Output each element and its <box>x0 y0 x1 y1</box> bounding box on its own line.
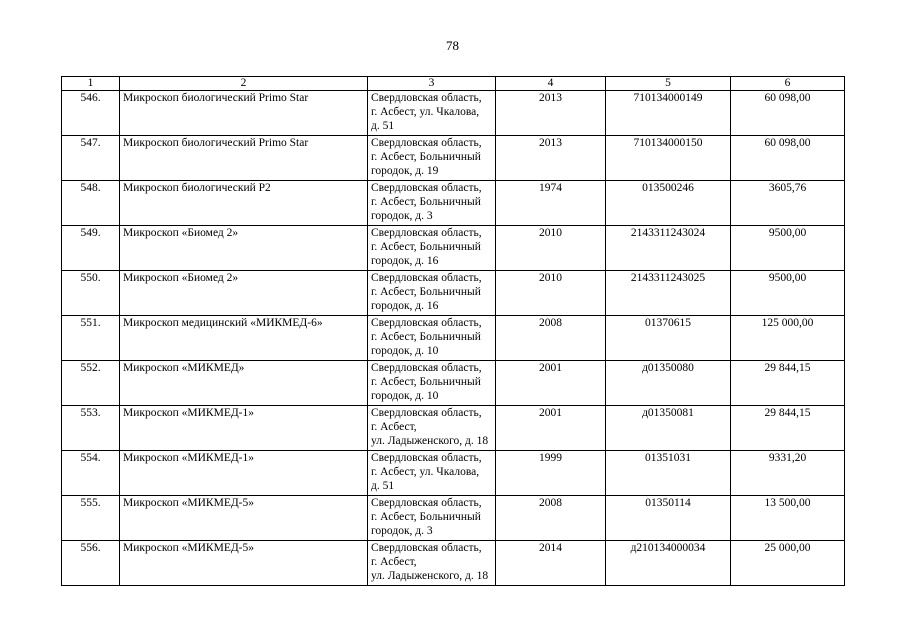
item-cost: 3605,76 <box>731 181 845 226</box>
table-row <box>62 271 845 316</box>
inventory-number: 01350114 <box>606 496 731 541</box>
item-address <box>368 361 496 406</box>
address-line: г. Асбест, <box>371 556 417 568</box>
address-line: Свердловская область, <box>371 362 482 374</box>
inventory-number: д01350081 <box>606 406 731 451</box>
table-row <box>62 541 845 586</box>
item-name: Микроскоп «МИКМЕД» <box>120 361 368 406</box>
row-number: 556. <box>62 541 120 586</box>
item-name: Микроскоп биологический Р2 <box>120 181 368 226</box>
row-number: 546. <box>62 91 120 136</box>
inventory-number: д210134000034 <box>606 541 731 586</box>
item-address <box>368 406 496 451</box>
table-row <box>62 226 845 271</box>
inventory-number: д01350080 <box>606 361 731 406</box>
row-number: 547. <box>62 136 120 181</box>
address-line: г. Асбест, <box>371 421 417 433</box>
property-registry-table <box>61 76 845 586</box>
item-year: 2001 <box>496 406 606 451</box>
inventory-number: 2143311243024 <box>606 226 731 271</box>
address-line: Свердловская область, <box>371 137 482 149</box>
address-line: Свердловская область, <box>371 182 482 194</box>
item-cost: 60 098,00 <box>731 91 845 136</box>
address-line: г. Асбест, Больничный <box>371 241 481 253</box>
page-number: 78 <box>446 38 459 53</box>
table-row <box>62 91 845 136</box>
address-line: г. Асбест, Больничный <box>371 376 481 388</box>
item-cost: 29 844,15 <box>731 406 845 451</box>
item-cost: 25 000,00 <box>731 541 845 586</box>
item-year: 2013 <box>496 91 606 136</box>
address-line: г. Асбест, ул. Чкалова, <box>371 106 480 118</box>
address-line: Свердловская область, <box>371 497 482 509</box>
table-row <box>62 316 845 361</box>
item-name: Микроскоп «Биомед 2» <box>120 226 368 271</box>
item-year: 2010 <box>496 226 606 271</box>
item-year: 2001 <box>496 361 606 406</box>
table-row <box>62 451 845 496</box>
item-address <box>368 181 496 226</box>
item-year: 2008 <box>496 316 606 361</box>
row-number: 548. <box>62 181 120 226</box>
address-line: г. Асбест, Больничный <box>371 196 481 208</box>
address-line: городок, д. 3 <box>371 210 433 222</box>
item-cost: 60 098,00 <box>731 136 845 181</box>
column-header: 3 <box>368 77 496 91</box>
address-line: д. 51 <box>371 480 395 492</box>
column-header: 5 <box>606 77 731 91</box>
address-line: г. Асбест, ул. Чкалова, <box>371 466 480 478</box>
inventory-number: 01351031 <box>606 451 731 496</box>
row-number: 555. <box>62 496 120 541</box>
address-line: городок, д. 16 <box>371 255 439 267</box>
row-number: 549. <box>62 226 120 271</box>
item-address <box>368 226 496 271</box>
item-address <box>368 136 496 181</box>
address-line: городок, д. 10 <box>371 345 439 357</box>
address-line: г. Асбест, Больничный <box>371 151 481 163</box>
address-line: Свердловская область, <box>371 227 482 239</box>
column-number-row <box>62 77 845 91</box>
item-year: 2010 <box>496 271 606 316</box>
address-line: городок, д. 3 <box>371 525 433 537</box>
address-line: городок, д. 16 <box>371 300 439 312</box>
item-name: Микроскоп медицинский «МИКМЕД-6» <box>120 316 368 361</box>
item-year: 2014 <box>496 541 606 586</box>
item-address <box>368 271 496 316</box>
table-row <box>62 181 845 226</box>
item-address <box>368 496 496 541</box>
item-cost: 125 000,00 <box>731 316 845 361</box>
row-number: 554. <box>62 451 120 496</box>
item-address <box>368 541 496 586</box>
item-address <box>368 316 496 361</box>
inventory-number: 710134000149 <box>606 91 731 136</box>
address-line: Свердловская область, <box>371 92 482 104</box>
table-row <box>62 361 845 406</box>
item-cost: 13 500,00 <box>731 496 845 541</box>
inventory-number: 710134000150 <box>606 136 731 181</box>
row-number: 553. <box>62 406 120 451</box>
inventory-number: 2143311243025 <box>606 271 731 316</box>
inventory-number: 01370615 <box>606 316 731 361</box>
address-line: городок, д. 19 <box>371 165 439 177</box>
item-cost: 29 844,15 <box>731 361 845 406</box>
column-header: 1 <box>62 77 120 91</box>
address-line: Свердловская область, <box>371 542 482 554</box>
item-name: Микроскоп «МИКМЕД-1» <box>120 451 368 496</box>
inventory-number: 013500246 <box>606 181 731 226</box>
item-cost: 9500,00 <box>731 226 845 271</box>
item-name: Микроскоп биологический Primo Star <box>120 91 368 136</box>
table-row <box>62 136 845 181</box>
item-address <box>368 451 496 496</box>
address-line: г. Асбест, Больничный <box>371 286 481 298</box>
address-line: ул. Ладыженского, д. 18 <box>371 435 489 447</box>
item-year: 1999 <box>496 451 606 496</box>
row-number: 552. <box>62 361 120 406</box>
address-line: Свердловская область, <box>371 272 482 284</box>
item-name: Микроскоп «МИКМЕД-1» <box>120 406 368 451</box>
table-row <box>62 406 845 451</box>
item-year: 2008 <box>496 496 606 541</box>
address-line: Свердловская область, <box>371 407 482 419</box>
table-row <box>62 496 845 541</box>
item-cost: 9331,20 <box>731 451 845 496</box>
item-name: Микроскоп биологический Primo Star <box>120 136 368 181</box>
address-line: городок, д. 10 <box>371 390 439 402</box>
item-year: 1974 <box>496 181 606 226</box>
item-cost: 9500,00 <box>731 271 845 316</box>
item-name: Микроскоп «Биомед 2» <box>120 271 368 316</box>
item-name: Микроскоп «МИКМЕД-5» <box>120 541 368 586</box>
row-number: 551. <box>62 316 120 361</box>
item-name: Микроскоп «МИКМЕД-5» <box>120 496 368 541</box>
column-header: 6 <box>731 77 845 91</box>
address-line: ул. Ладыженского, д. 18 <box>371 570 489 582</box>
address-line: Свердловская область, <box>371 317 482 329</box>
column-header: 4 <box>496 77 606 91</box>
address-line: г. Асбест, Больничный <box>371 511 481 523</box>
row-number: 550. <box>62 271 120 316</box>
item-address <box>368 91 496 136</box>
item-year: 2013 <box>496 136 606 181</box>
address-line: Свердловская область, <box>371 452 482 464</box>
address-line: д. 51 <box>371 120 395 132</box>
address-line: г. Асбест, Больничный <box>371 331 481 343</box>
column-header: 2 <box>120 77 368 91</box>
